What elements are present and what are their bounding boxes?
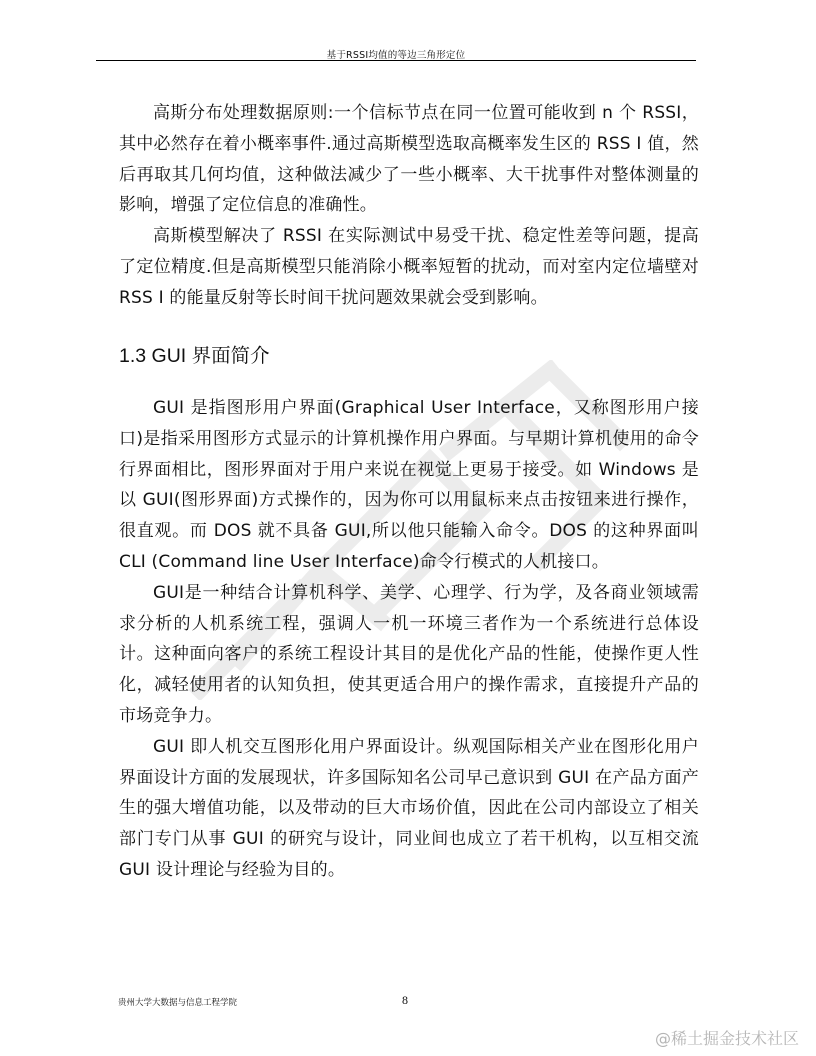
paragraph-gui-industry: GUI 即人机交互图形化用户界面设计。纵观国际相关产业在图形化用户界面设计方面的发展现状，许多国际知名公司早己意识到 GUI 在产品方面产生的强大增值功能，以及带动的巨大市场价值，因此在公司内部设立了相关部门专门从事 GUI 的研究与设计，同业间也成立了若干机构，以互相交流 GUI 设计理论与经验为目的。 bbox=[119, 736, 699, 880]
footer-institution: 贵州大学大数据与信息工程学院 bbox=[118, 998, 238, 1008]
section-1-3-body bbox=[119, 393, 699, 886]
header-rule bbox=[96, 60, 696, 61]
running-header: 基于RSSI均值的等边三角形定位 bbox=[326, 50, 466, 61]
paragraph-gaussian-model: 高斯模型解决了 RSSI 在实际测试中易受干扰、稳定性差等问题，提高了定位精度.但是高斯模型只能消除小概率短暂的扰动，而对室内定位墙壁对 RSS I 的能量反射等长时间干扰问题效果就会受到影响。 bbox=[119, 226, 699, 308]
section-heading-gui: 1.3 GUI 界面简介 bbox=[119, 345, 270, 367]
paragraph-gui-engineering: GUI是一种结合计算机科学、美学、心理学、行为学，及各商业领域需求分析的人机系统工程，强调人一机一环境三者作为一个系统进行总体设计。这种面向客户的系统工程设计其目的是优化产品的性能，使操作更人性化，减轻使用者的认知负担，使其更适合用户的操作需求，直接提升产品的市场竞争力。 bbox=[119, 582, 699, 726]
section-1-2-body bbox=[119, 98, 699, 314]
page-number: 8 bbox=[402, 993, 408, 1007]
site-watermark: @稀土掘金技术社区 bbox=[655, 1029, 800, 1048]
paragraph-gaussian-principle: 高斯分布处理数据原则:一个信标节点在同一位置可能收到 n 个 RSSI，其中必然存在着小概率事件.通过高斯模型选取高概率发生区的 RSS I 值，然后再取其几何均值，这种做法减少了一些小概率、大干扰事件对整体测量的影响，增强了定位信息的准确性。 bbox=[119, 103, 699, 216]
paragraph-gui-definition: GUI 是指图形用户界面(Graphical User Interface，又称图形用户接口)是指采用图形方式显示的计算机操作用户界面。与早期计算机使用的命令行界面相比，图形界面对于用户来说在视觉上更易于接受。如 Windows 是以 GUI(图形界面)方式操作的，因为你可以用鼠标来点击按钮来进行操作，很直观。而 DOS 就不具备 GUI,所以他只能输入命令。DOS 的这种界面叫 CLI (Command line User Interface)命令行模式的人机接口。 bbox=[119, 398, 699, 572]
